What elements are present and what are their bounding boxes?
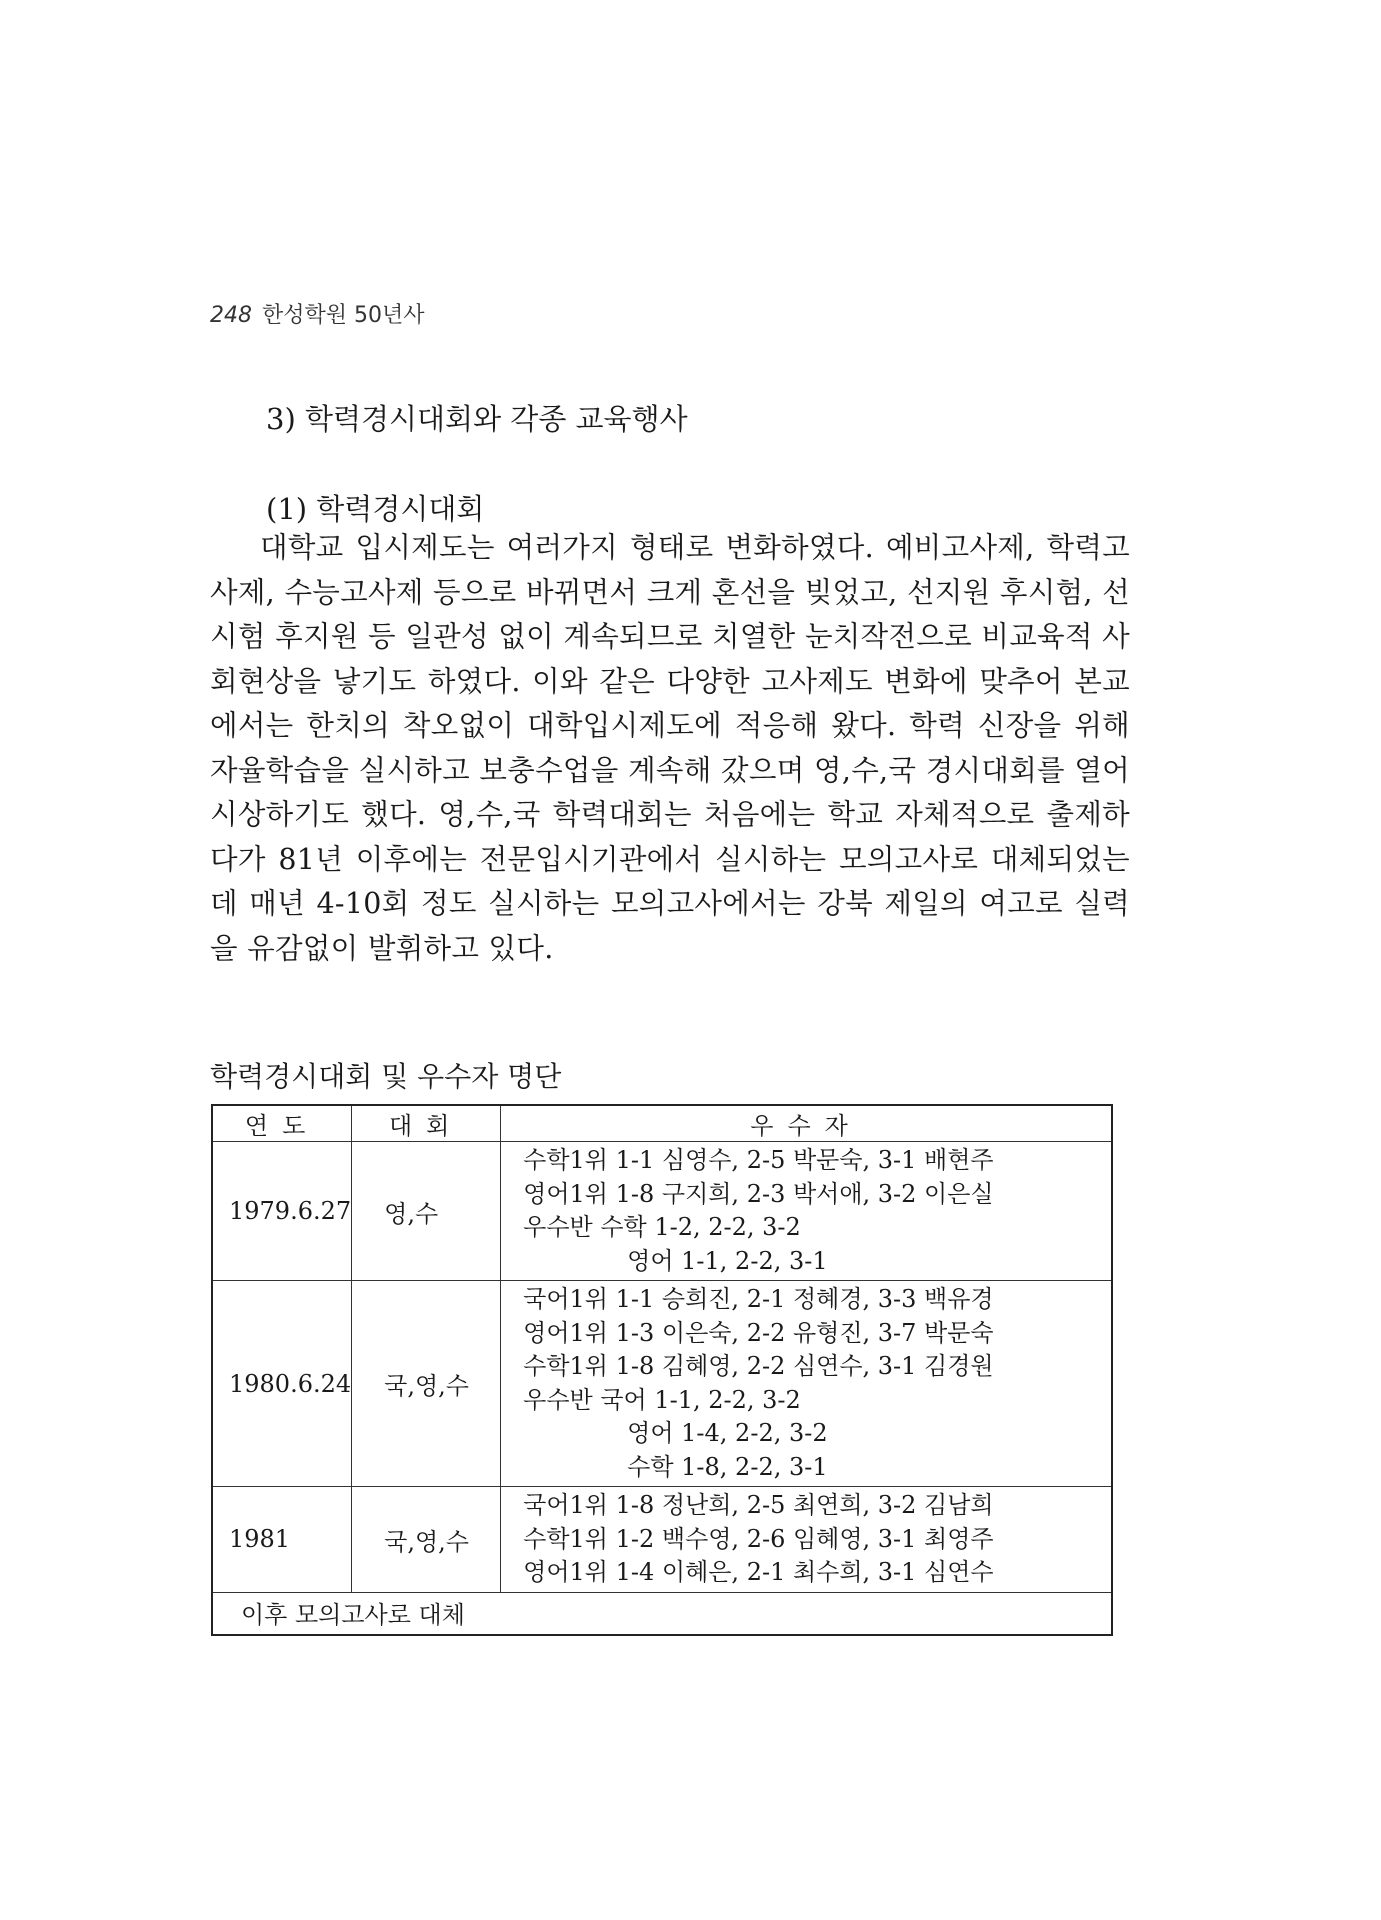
row-event: 국,영,수 bbox=[352, 1281, 501, 1487]
table-footer-note: 이후 모의고사로 대체 bbox=[212, 1592, 1112, 1635]
row-year: 1980.6.24 bbox=[212, 1281, 352, 1487]
row-year: 1979.6.27 bbox=[212, 1142, 352, 1281]
table-footer-row bbox=[212, 1592, 1112, 1635]
section-title: 3) 학력경시대회와 각종 교육행사 bbox=[266, 402, 688, 436]
book-title: 한성학원 50년사 bbox=[262, 303, 425, 328]
winner-line: 영어1위 1-8 구지희, 2-3 박서애, 3-2 이은실 bbox=[523, 1179, 994, 1208]
winner-line: 수학 1-8, 2-2, 3-1 bbox=[627, 1452, 828, 1481]
contest-winners-table bbox=[211, 1104, 1113, 1636]
winner-line: 우수반 국어 1-1, 2-2, 3-2 bbox=[523, 1385, 801, 1414]
table-caption: 학력경시대회 및 우수자 명단 bbox=[210, 1060, 562, 1093]
winner-line: 영어1위 1-3 이은숙, 2-2 유형진, 3-7 박문숙 bbox=[523, 1318, 994, 1347]
running-header bbox=[210, 298, 425, 329]
winner-line: 국어1위 1-8 정난희, 2-5 최연희, 3-2 김남희 bbox=[523, 1491, 994, 1519]
row-winners bbox=[501, 1487, 1112, 1593]
row-event: 국,영,수 bbox=[352, 1487, 501, 1593]
winner-line: 수학1위 1-8 김혜영, 2-2 심연수, 3-1 김경원 bbox=[523, 1352, 994, 1380]
row-event: 영,수 bbox=[352, 1142, 501, 1281]
header-event: 대회 bbox=[352, 1105, 501, 1142]
table-row bbox=[212, 1142, 1112, 1281]
header-winners: 우수자 bbox=[501, 1105, 1112, 1142]
winner-line: 영어 1-1, 2-2, 3-1 bbox=[627, 1246, 828, 1275]
winner-line: 우수반 수학 1-2, 2-2, 3-2 bbox=[523, 1213, 801, 1241]
header-year: 연도 bbox=[212, 1105, 352, 1142]
winner-line: 수학1위 1-1 심영수, 2-5 박문숙, 3-1 배현주 bbox=[523, 1146, 994, 1174]
row-year: 1981 bbox=[212, 1487, 352, 1593]
body-paragraph: 대학교 입시제도는 여러가지 형태로 변화하였다. 예비고사제, 학력고사제, 수능고사제 등으로 바뀌면서 크게 혼선을 빚었고, 선지원 후시험, 선시험 후지원 등 일관성 없이 계속되므로 치열한 눈치작전으로 비교육적 사회현상을 낳기도 하였다. 이와 같은 다양한 고사제도 변화에 맞추어 본교에서는 한치의 착오없이 대학입시제도에 적응해 왔다. 학력 신장을 위해 자율학습을 실시하고 보충수업을 계속해 갔으며 영,수,국 경시대회를 열어 시상하기도 했다. 영,수,국 학력대회는 처음에는 학교 자체적으로 출제하다가 81년 이후에는 전문입시기관에서 실시하는 모의고사로 대체되었는데 매년 4-10회 정도 실시하는 모의고사에서는 강북 제일의 여고로 실력을 유감없이 발휘하고 있다. bbox=[210, 531, 1130, 965]
winner-line: 영어 1-4, 2-2, 3-2 bbox=[627, 1419, 828, 1447]
winner-line: 영어1위 1-4 이혜은, 2-1 최수희, 3-1 심연수 bbox=[523, 1558, 994, 1586]
table-header-row bbox=[212, 1105, 1112, 1142]
winner-line: 수학1위 1-2 백수영, 2-6 임혜영, 3-1 최영주 bbox=[523, 1524, 994, 1553]
row-winners bbox=[501, 1281, 1112, 1487]
table-row bbox=[212, 1281, 1112, 1487]
table-row bbox=[212, 1487, 1112, 1593]
subsection-title: (1) 학력경시대회 bbox=[266, 492, 485, 526]
row-winners bbox=[501, 1142, 1112, 1281]
page-number: 248 bbox=[210, 303, 252, 328]
winner-line: 국어1위 1-1 승희진, 2-1 정혜경, 3-3 백유경 bbox=[523, 1285, 994, 1313]
